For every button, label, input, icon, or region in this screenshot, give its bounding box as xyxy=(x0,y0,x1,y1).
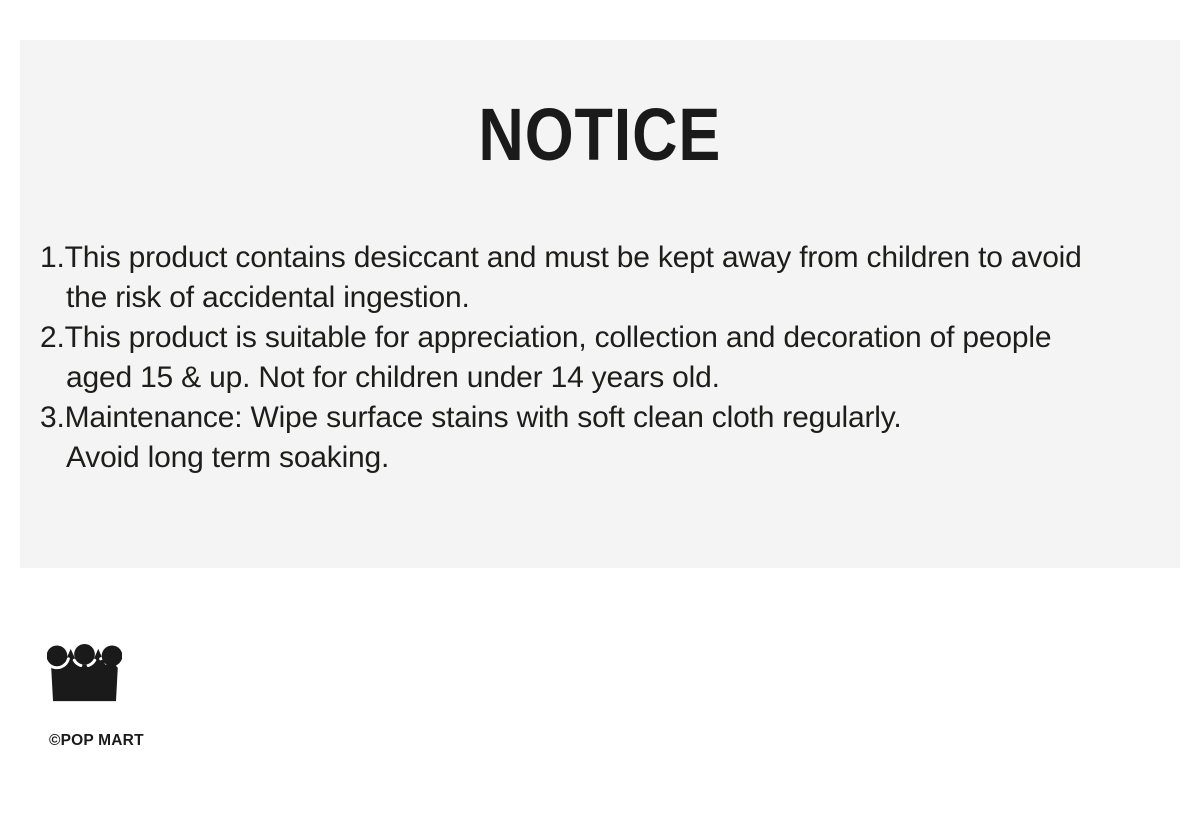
notice-item-1 xyxy=(40,238,1160,318)
notice-item-2-line-2: aged 15 & up. Not for children under 14 years old. xyxy=(66,361,720,394)
popmart-crown-icon xyxy=(47,644,122,705)
copyright-text: ©POP MART xyxy=(49,732,144,749)
notice-panel xyxy=(20,40,1180,568)
notice-title-text: NOTICE xyxy=(478,93,722,176)
notice-item-3-line-1 xyxy=(40,398,1160,438)
item-number: 3. xyxy=(40,401,65,434)
notice-item-3 xyxy=(40,398,1160,478)
item-text: Maintenance: Wipe surface stains with soft clean cloth regularly. xyxy=(64,401,902,434)
notice-item-1-line-2: the risk of accidental ingestion. xyxy=(66,281,470,314)
item-text: This product is suitable for appreciation, collection and decoration of people xyxy=(64,321,1052,354)
notice-item-1-line-1 xyxy=(40,238,1160,278)
notice-title xyxy=(20,93,1180,176)
notice-item-3-line-2: Avoid long term soaking. xyxy=(66,441,390,474)
notice-item-2 xyxy=(40,318,1160,398)
item-number: 1. xyxy=(40,241,65,274)
notice-item-2-line-1 xyxy=(40,318,1160,358)
notice-list xyxy=(20,238,1180,478)
item-text: This product contains desiccant and must be kept away from children to avoid xyxy=(64,241,1082,274)
item-number: 2. xyxy=(40,321,65,354)
footer xyxy=(47,644,144,750)
